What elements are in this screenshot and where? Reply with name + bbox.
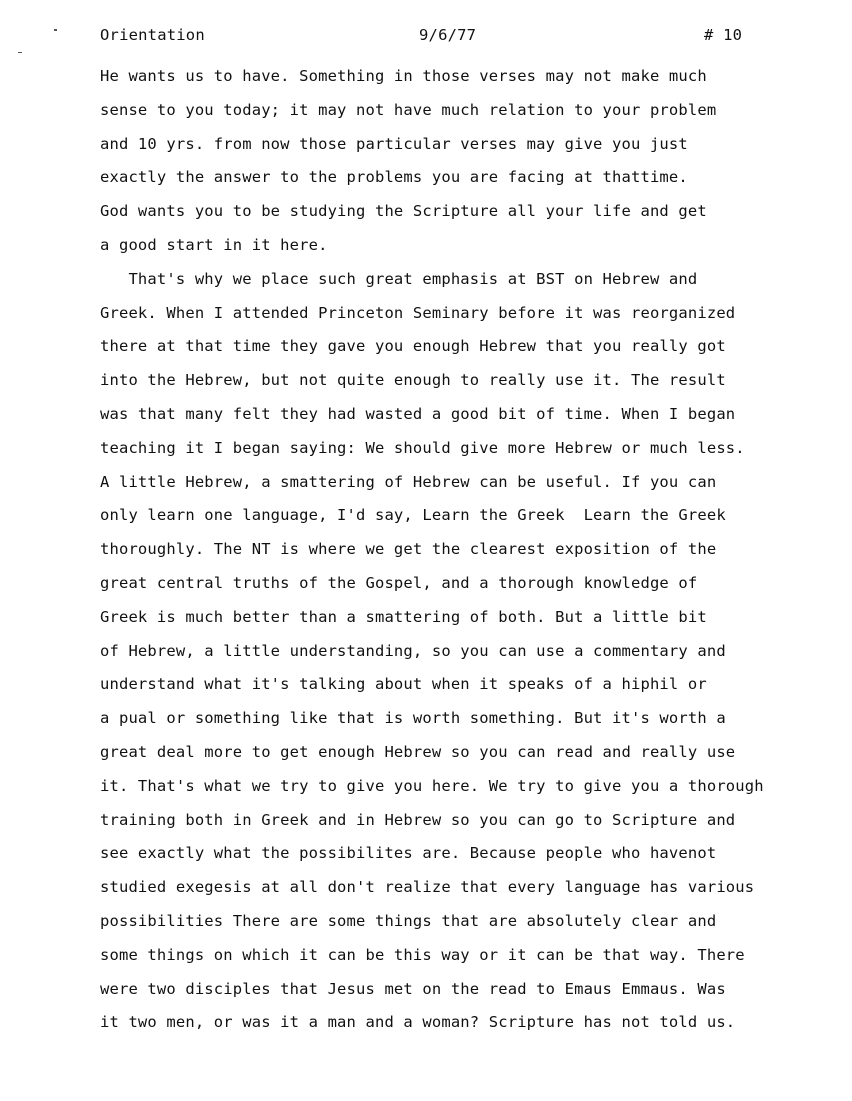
text-line: training both in Greek and in Hebrew so you can go to Scripture and [100,810,736,829]
text-line: Greek is much better than a smattering of both. But a little bit [100,607,707,626]
text-line: understand what it's talking about when it speaks of a hiphil or [100,675,707,694]
text-line: it. That's what we try to give you here. We try to give you a thorough [100,776,764,795]
text-line: thoroughly. The NT is where we get the clearest exposition of the [100,540,717,559]
header-page-number: # 10 [704,26,743,44]
text-line: great deal more to get enough Hebrew so you can read and really use [100,742,736,761]
text-line: see exactly what the possibilites are. Because people who havenot [100,844,717,863]
text-line: and 10 yrs. from now those particular verses may give you just [100,134,688,153]
text-line: God wants you to be studying the Scripture all your life and get [100,202,707,221]
text-line: studied exegesis at all don't realize that every language has various [100,878,755,897]
text-line: some things on which it can be this way or it can be that way. There [100,945,745,964]
text-line: He wants us to have. Something in those verses may not make much [100,67,707,85]
text-line: were two disciples that Jesus met on the read to Emaus Emmaus. Was [100,979,726,998]
text-line: was that many felt they had wasted a good bit of time. When I began [100,404,736,423]
text-line: A little Hebrew, a smattering of Hebrew can be useful. If you can [100,472,717,491]
text-line: teaching it I began saying: We should give more Hebrew or much less. [100,438,745,457]
text-line: into the Hebrew, but not quite enough to really use it. The result [100,371,726,390]
page-header [0,26,852,48]
text-line: a good start in it here. [100,235,328,254]
text-line: there at that time they gave you enough Hebrew that you really got [100,337,726,356]
text-line: Greek. When I attended Princeton Seminary before it was reorganized [100,303,736,322]
text-line: great central truths of the Gospel, and a thorough knowledge of [100,573,698,592]
text-line: it two men, or was it a man and a woman? Scripture has not told us. [100,1013,736,1032]
body-text [100,64,830,1044]
header-title: Orientation [100,26,205,44]
text-line: of Hebrew, a little understanding, so you can use a commentary and [100,641,726,660]
text-line: sense to you today; it may not have much relation to your problem [100,100,717,119]
text-line: only learn one language, I'd say, Learn the Greek Learn the Greek [100,506,726,525]
text-line: That's why we place such great emphasis at BST on Hebrew and [100,269,698,288]
text-line: possibilities There are some things that are absolutely clear and [100,911,717,930]
text-line: a pual or something like that is worth something. But it's worth a [100,709,726,728]
text-line: exactly the answer to the problems you are facing at thattime. [100,168,688,187]
scan-mark [18,52,22,53]
header-date: 9/6/77 [419,26,477,44]
